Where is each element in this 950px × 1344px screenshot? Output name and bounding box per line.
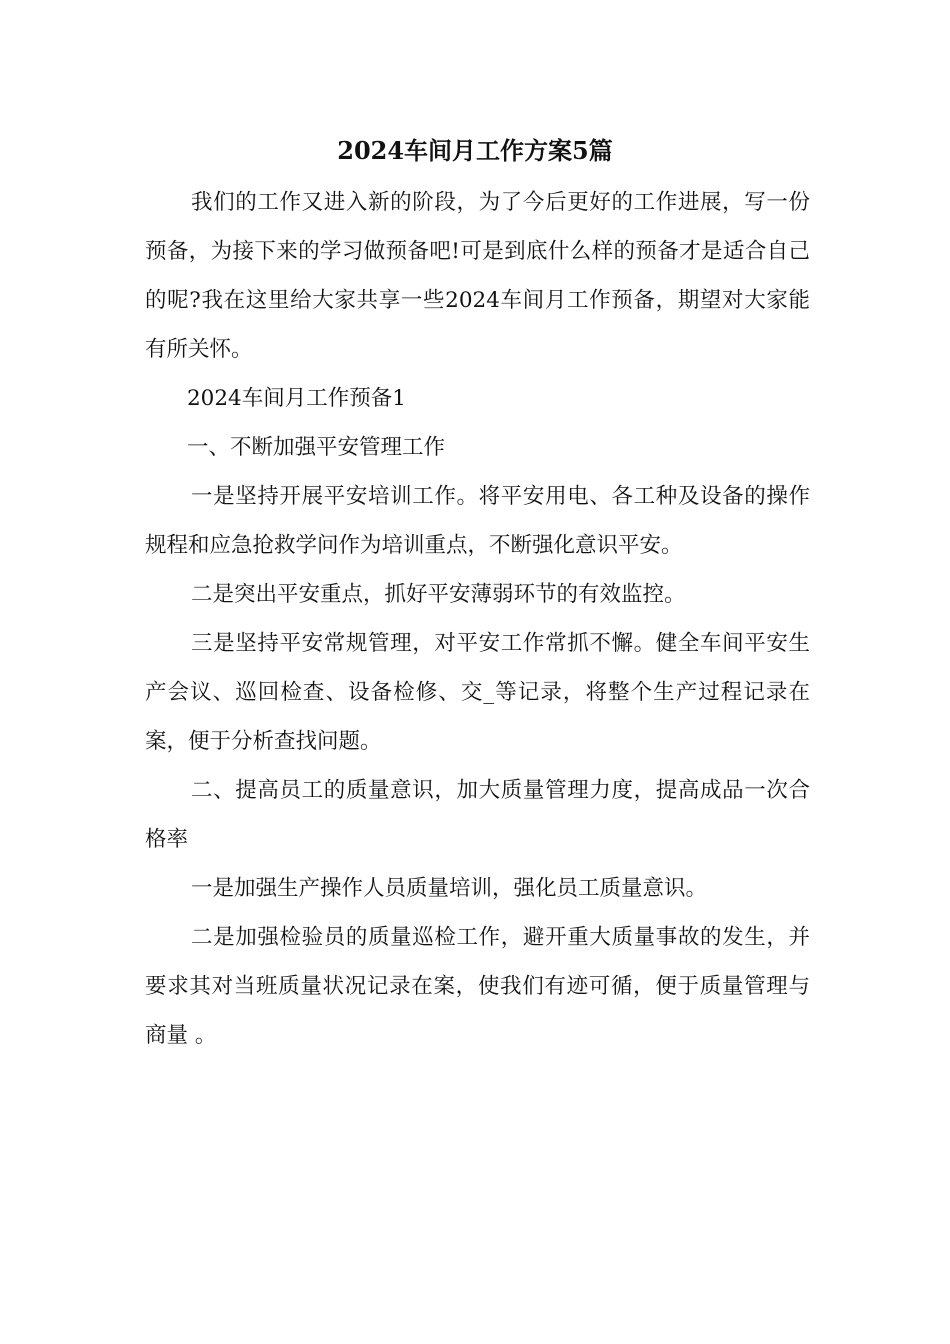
- document-title: 2024车间月工作方案5篇: [337, 136, 613, 165]
- paragraph: 二是加强检验员的质量巡检工作，避开重大质量事故的发生，并要求其对当班质量状况记录在案，使我们有迹可循，便于质量管理与商量 。: [145, 925, 810, 1048]
- paragraph: 一是坚持开展平安培训工作。将平安用电、各工种及设备的操作规程和应急抢救学问作为培训重点，不断强化意识平安。: [145, 484, 810, 558]
- paragraph-intro: 我们的工作又进入新的阶段，为了今后更好的工作进展，写一份预备，为接下来的学习做预备吧!可是到底什么样的预备才是适合自己的呢?我在这里给大家共享一些2024车间月工作预备，期望对大家能有所关怀。: [145, 190, 810, 362]
- paragraph: 二是突出平安重点，抓好平安薄弱环节的有效监控。: [191, 582, 686, 607]
- paragraph: 三是坚持平安常规管理，对平安工作常抓不懈。健全车间平安生产会议、巡回检查、设备检修、交_等记录，将整个生产过程记录在案，便于分析查找问题。: [145, 631, 810, 754]
- subsection-heading: 一、不断加强平安管理工作: [187, 435, 446, 460]
- paragraph: 一是加强生产操作人员质量培训，强化员工质量意识。: [191, 876, 708, 901]
- subsection-heading: 二、提高员工的质量意识，加大质量管理力度，提高成品一次合格率: [145, 778, 810, 852]
- document-body: [145, 178, 810, 1060]
- section-heading: 2024车间月工作预备1: [187, 386, 406, 411]
